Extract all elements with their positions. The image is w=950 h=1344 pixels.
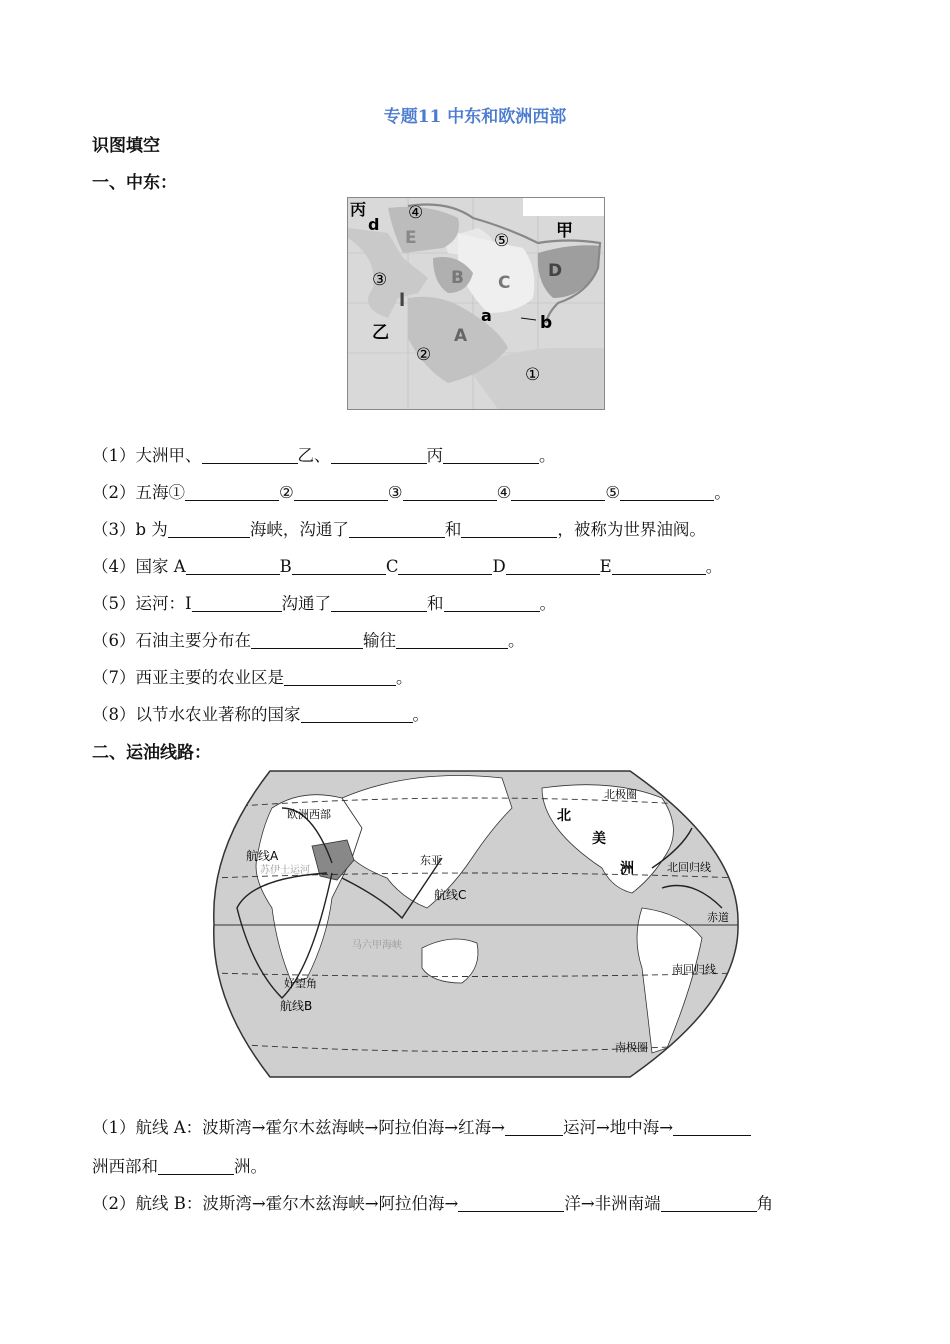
question-5: （5）运河：I 沟通了 和 。 (92, 594, 557, 613)
label-bing: 丙 (350, 200, 367, 219)
section-heading-middle-east: 一、中东： (92, 173, 177, 193)
label-europe-west: 欧洲西部 (287, 808, 331, 821)
blank-field[interactable] (673, 1119, 751, 1137)
middle-east-map (347, 197, 605, 410)
question-2: （2）五海① ② ③ ④ ⑤ 。 (92, 483, 731, 502)
question-6: （6）石油主要分布在 输往 。 (92, 631, 525, 650)
page-title: 专题11 中东和欧洲西部 (383, 107, 567, 127)
label-circle-1: ① (525, 365, 541, 385)
question-8: （8）以节水农业著称的国家 。 (92, 705, 429, 724)
blank-field[interactable] (301, 706, 413, 724)
blank-field[interactable] (403, 484, 497, 502)
label-circle-2: ② (416, 345, 432, 365)
middle-east-map-svg (348, 198, 604, 409)
label-a: a (481, 306, 492, 325)
blank-field[interactable] (443, 447, 539, 465)
label-circle-4: ④ (408, 203, 424, 223)
blank-field[interactable] (620, 484, 714, 502)
blank-field[interactable] (612, 558, 706, 576)
question-3: （3）b 为 海峡，沟通了 和 ，被称为世界油阀。 (92, 520, 706, 539)
label-route-b: 航线B (280, 999, 313, 1013)
label-equator: 赤道 (707, 911, 729, 924)
label-arctic: 北极圈 (604, 788, 637, 801)
label-d-lower: d (368, 215, 380, 234)
world-map-svg (212, 768, 740, 1080)
blank-field[interactable] (186, 558, 280, 576)
label-C: C (498, 273, 511, 293)
label-antarctic: 南极圈 (615, 1041, 648, 1054)
section-heading-main: 识图填空 (92, 136, 160, 156)
blank-field[interactable] (349, 521, 445, 539)
blank-field[interactable] (284, 669, 396, 687)
label-l: l (399, 290, 406, 311)
label-A: A (454, 326, 468, 346)
blank-field[interactable] (185, 484, 279, 502)
label-jia: 甲 (556, 221, 573, 241)
route-question-2: （2）航线 B：波斯湾→霍尔木兹海峡→阿拉伯海→ 洋→非洲南端 角 (92, 1194, 774, 1213)
blank-field[interactable] (511, 484, 605, 502)
label-b: b (540, 313, 553, 333)
section-heading-oil-routes: 二、运油线路： (92, 743, 211, 763)
blank-field[interactable] (331, 595, 427, 613)
blank-field[interactable] (461, 521, 557, 539)
blank-field[interactable] (158, 1158, 234, 1176)
route-question-1-line2: 洲西部和 洲。 (92, 1157, 267, 1176)
blank-field[interactable] (168, 521, 250, 539)
blank-field[interactable] (661, 1195, 757, 1213)
label-E: E (405, 228, 417, 248)
label-zhou: 洲 (620, 861, 634, 877)
blank-field[interactable] (396, 632, 508, 650)
blank-field[interactable] (251, 632, 363, 650)
label-north: 北 (557, 808, 571, 824)
question-1: （1）大洲甲、 乙、 丙 。 (92, 446, 556, 465)
label-circle-3: ③ (372, 270, 388, 290)
blank-field[interactable] (192, 595, 282, 613)
question-7: （7）西亚主要的农业区是 。 (92, 668, 413, 687)
label-tropic-north: 北回归线 (667, 861, 711, 874)
label-D: D (548, 261, 563, 281)
blank-field[interactable] (458, 1195, 564, 1213)
blank-field[interactable] (506, 558, 600, 576)
blank-field[interactable] (505, 1119, 563, 1137)
label-yi: 乙 (372, 323, 389, 343)
label-good-hope: 好望角 (284, 977, 317, 990)
label-route-c: 航线C (434, 888, 467, 902)
blank-field[interactable] (294, 484, 388, 502)
question-4: （4）国家 A B C D E 。 (92, 557, 723, 576)
label-circle-5: ⑤ (494, 231, 510, 251)
label-route-a: 航线A (246, 849, 279, 863)
blank-field[interactable] (292, 558, 386, 576)
blank-field[interactable] (398, 558, 492, 576)
label-B: B (451, 268, 464, 288)
blank-field[interactable] (331, 447, 427, 465)
blank-field[interactable] (202, 447, 298, 465)
label-east-asia: 东亚 (420, 854, 442, 867)
label-suez: 苏伊士运河 (260, 865, 310, 876)
blank-field[interactable] (444, 595, 540, 613)
label-america: 美 (592, 831, 606, 847)
label-malacca: 马六甲海峡 (352, 940, 402, 951)
label-tropic-south: 南回归线 (672, 963, 716, 976)
route-question-1-line1: （1）航线 A：波斯湾→霍尔木兹海峡→阿拉伯海→红海→ 运河→地中海→ (92, 1114, 751, 1138)
world-oil-route-map (212, 768, 740, 1080)
